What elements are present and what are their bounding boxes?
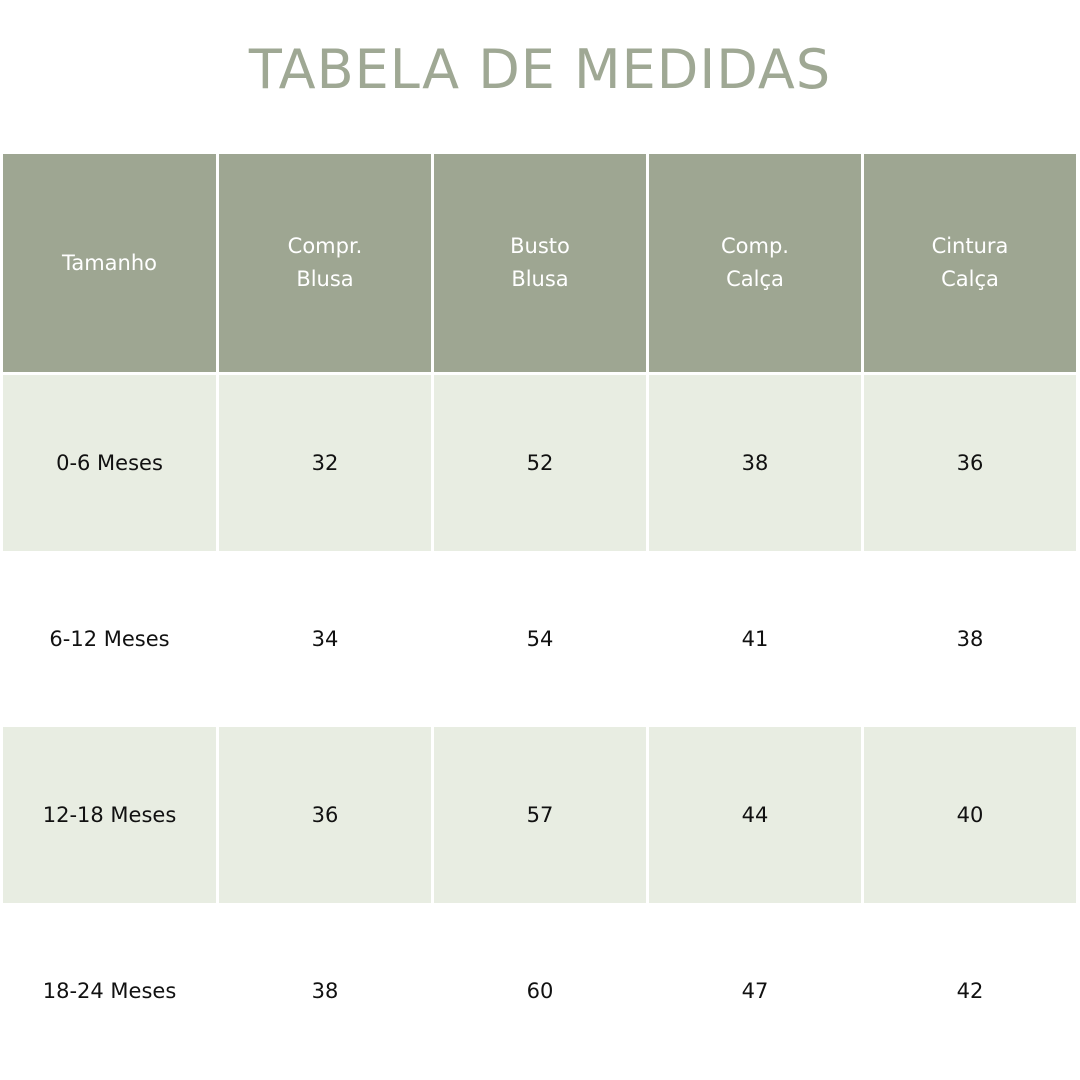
table-row — [3, 551, 1077, 727]
table-header-row — [3, 154, 1077, 375]
table-cell-size: 6-12 Meses — [3, 551, 216, 727]
table-row — [3, 727, 1077, 903]
table-cell-value: 34 — [216, 551, 431, 727]
table-cell-value: 54 — [431, 551, 646, 727]
table-cell-value: 36 — [216, 727, 431, 903]
table-cell-value: 40 — [861, 727, 1076, 903]
table-cell-value: 47 — [646, 903, 861, 1079]
table-cell-value: 36 — [861, 375, 1076, 551]
table-row — [3, 375, 1077, 551]
table-cell-size: 0-6 Meses — [3, 375, 216, 551]
table-cell-value: 38 — [646, 375, 861, 551]
header-cell-compr-blusa: Compr. Blusa — [216, 154, 431, 372]
header-cell-comp-calca: Comp. Calça — [646, 154, 861, 372]
header-cell-cintura-calca: Cintura Calça — [861, 154, 1076, 372]
table-cell-value: 60 — [431, 903, 646, 1079]
page-title: TABELA DE MEDIDAS — [248, 38, 832, 101]
table-cell-value: 57 — [431, 727, 646, 903]
table-cell-value: 38 — [861, 551, 1076, 727]
table-cell-size: 18-24 Meses — [3, 903, 216, 1079]
table-row — [3, 903, 1077, 1079]
table-cell-value: 38 — [216, 903, 431, 1079]
table-cell-value: 44 — [646, 727, 861, 903]
header-cell-busto-blusa: Busto Blusa — [431, 154, 646, 372]
header-cell-tamanho: Tamanho — [3, 154, 216, 372]
table-cell-value: 42 — [861, 903, 1076, 1079]
table-cell-value: 41 — [646, 551, 861, 727]
table-cell-value: 52 — [431, 375, 646, 551]
table-cell-size: 12-18 Meses — [3, 727, 216, 903]
table-cell-value: 32 — [216, 375, 431, 551]
size-table — [3, 154, 1077, 1079]
